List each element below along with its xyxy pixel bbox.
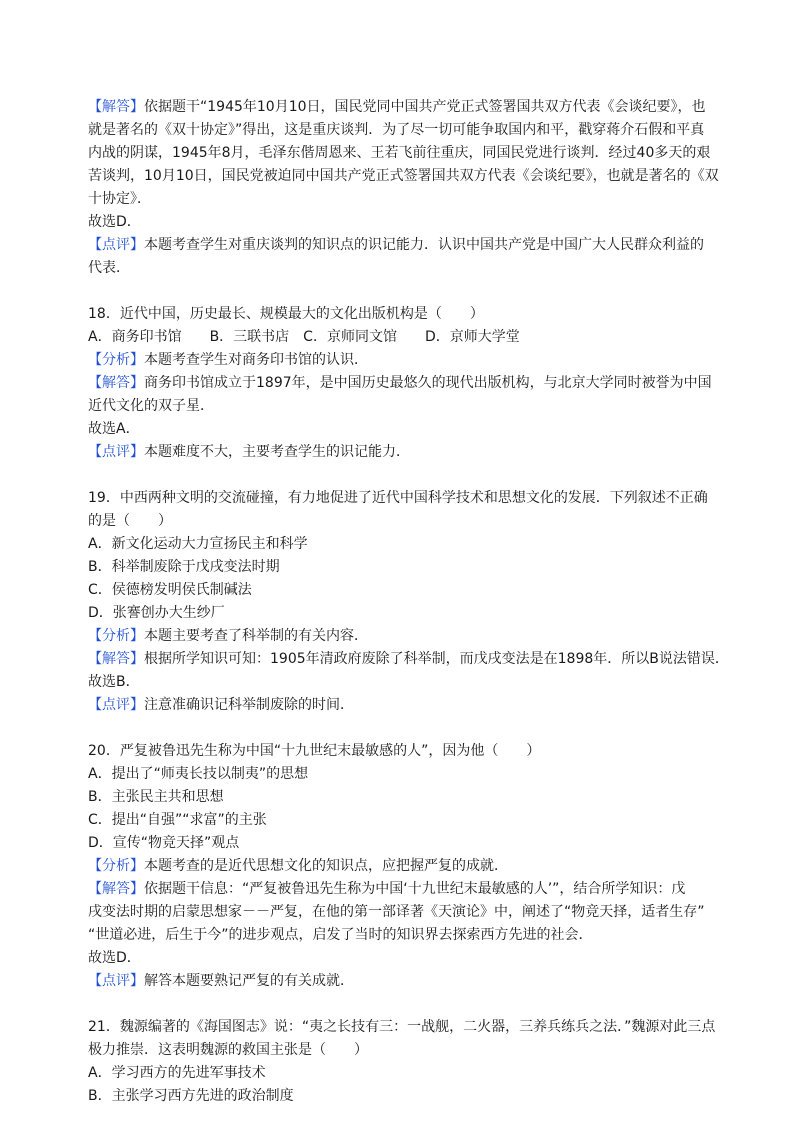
question-stem: 19．中西两种文明的交流碰撞，有力地促进了近代中国科学技术和思想文化的发展．下列叙述不正确	[88, 490, 708, 506]
question-stem: 极力推崇．这表明魏源的救国主张是（ ）	[88, 1042, 368, 1058]
comment-tag: 【点评】	[88, 237, 144, 253]
question-stem: 21．魏源编著的《海国图志》说：“夷之长技有三：一战舰，二火器，三养兵练兵之法．”魏源对此三点	[88, 1019, 716, 1035]
question-stem: 的是（ ）	[88, 513, 172, 529]
analysis-tag: 【分析】	[88, 352, 144, 368]
comment-tag: 【点评】	[88, 973, 144, 989]
comment-tag: 【点评】	[88, 444, 144, 460]
analysis-line: 【分析】本题主要考查了科举制的有关内容．	[88, 628, 368, 644]
answer-tag: 【解答】	[88, 651, 144, 667]
option-c: C．提出“自强”“求富”的主张	[88, 812, 267, 828]
option-b: B．科举制废除于戊戌变法时期	[88, 559, 280, 575]
answer-line: “世道必进，后生于今”的进步观点，启发了当时的知识界去探索西方先进的社会．	[88, 927, 593, 943]
spacer	[88, 464, 718, 487]
analysis-line: 【分析】本题考查学生对商务印书馆的认识．	[88, 352, 368, 368]
question-options: A．商务印书馆 B．三联书店 C．京师同文馆 D．京师大学堂	[88, 329, 520, 345]
choice-line: 故选D．	[88, 214, 141, 230]
option-a: A．学习西方的先进军事技术	[88, 1065, 266, 1081]
analysis-tag: 【分析】	[88, 628, 144, 644]
option-d: D．张謇创办大生纱厂	[88, 605, 225, 621]
spacer	[88, 280, 718, 303]
answer-line: 内战的阴谋，1945年8月，毛泽东偕周恩来、王若飞前往重庆，同国民党进行谈判．经过40多天的艰	[88, 145, 711, 161]
answer-line: 近代文化的双子星．	[88, 398, 214, 414]
comment-line: 【点评】注意准确识记科举制废除的时间．	[88, 697, 354, 713]
option-b: B．主张学习西方先进的政治制度	[88, 1088, 294, 1104]
answer-line: 十协定》．	[88, 191, 151, 207]
answer-tag: 【解答】	[88, 99, 144, 115]
comment-tag: 【点评】	[88, 697, 144, 713]
choice-line: 故选A．	[88, 421, 140, 437]
option-c: C．侯德榜发明侯氏制碱法	[88, 582, 252, 598]
option-a: A．提出了“师夷长技以制夷”的思想	[88, 766, 309, 782]
comment-line: 【点评】本题难度不大，主要考查学生的识记能力．	[88, 444, 410, 460]
answer-line: 戌变法时期的启蒙思想家－－严复，在他的第一部译著《天演论》中，阐述了“物竞天择，适者生存”	[88, 904, 705, 920]
option-a: A．新文化运动大力宣扬民主和科学	[88, 536, 308, 552]
analysis-line: 【分析】本题考查的是近代思想文化的知识点，应把握严复的成就．	[88, 858, 508, 874]
answer-line: 【解答】根据所学知识可知：1905年清政府废除了科举制，而戊戌变法是在1898年．所以B说法错误．	[88, 651, 729, 667]
comment-line: 代表．	[88, 260, 130, 276]
comment-line: 【点评】本题考查学生对重庆谈判的知识点的识记能力．认识中国共产党是中国广大人民群众利益的	[88, 237, 704, 253]
spacer	[88, 993, 718, 1016]
option-d: D．宣传“物竞天择”观点	[88, 835, 240, 851]
answer-tag: 【解答】	[88, 375, 144, 391]
spacer	[88, 717, 718, 740]
question-stem: 18．近代中国，历史最长、规模最大的文化出版机构是（ ）	[88, 306, 484, 322]
document-page	[88, 96, 729, 1108]
question-stem: 20．严复被鲁迅先生称为中国“十九世纪末最敏感的人”，因为他（ ）	[88, 743, 541, 759]
analysis-tag: 【分析】	[88, 858, 144, 874]
comment-line: 【点评】解答本题要熟记严复的有关成就．	[88, 973, 354, 989]
choice-line: 故选D．	[88, 950, 141, 966]
answer-line: 苦谈判，10月10日，国民党被迫同中国共产党正式签署国共双方代表《会谈纪要》，也就是著名的《双	[88, 168, 719, 184]
choice-line: 故选B．	[88, 674, 140, 690]
answer-line: 【解答】依据题干信息：“严复被鲁迅先生称为中国‘十九世纪末最敏感的人’”，结合所学知识：戊	[88, 881, 686, 897]
answer-line: 就是著名的《双十协定》”得出，这是重庆谈判．为了尽一切可能争取国内和平，戳穿蒋介石假和平真	[88, 122, 705, 138]
answer-line: 【解答】商务印书馆成立于1897年，是中国历史最悠久的现代出版机构，与北京大学同时被誉为中国	[88, 375, 712, 391]
answer-line: 【解答】依据题干“1945年10月10日，国民党同中国共产党正式签署国共双方代表《会谈纪要》，也	[88, 99, 706, 115]
option-b: B．主张民主共和思想	[88, 789, 224, 805]
answer-tag: 【解答】	[88, 881, 144, 897]
